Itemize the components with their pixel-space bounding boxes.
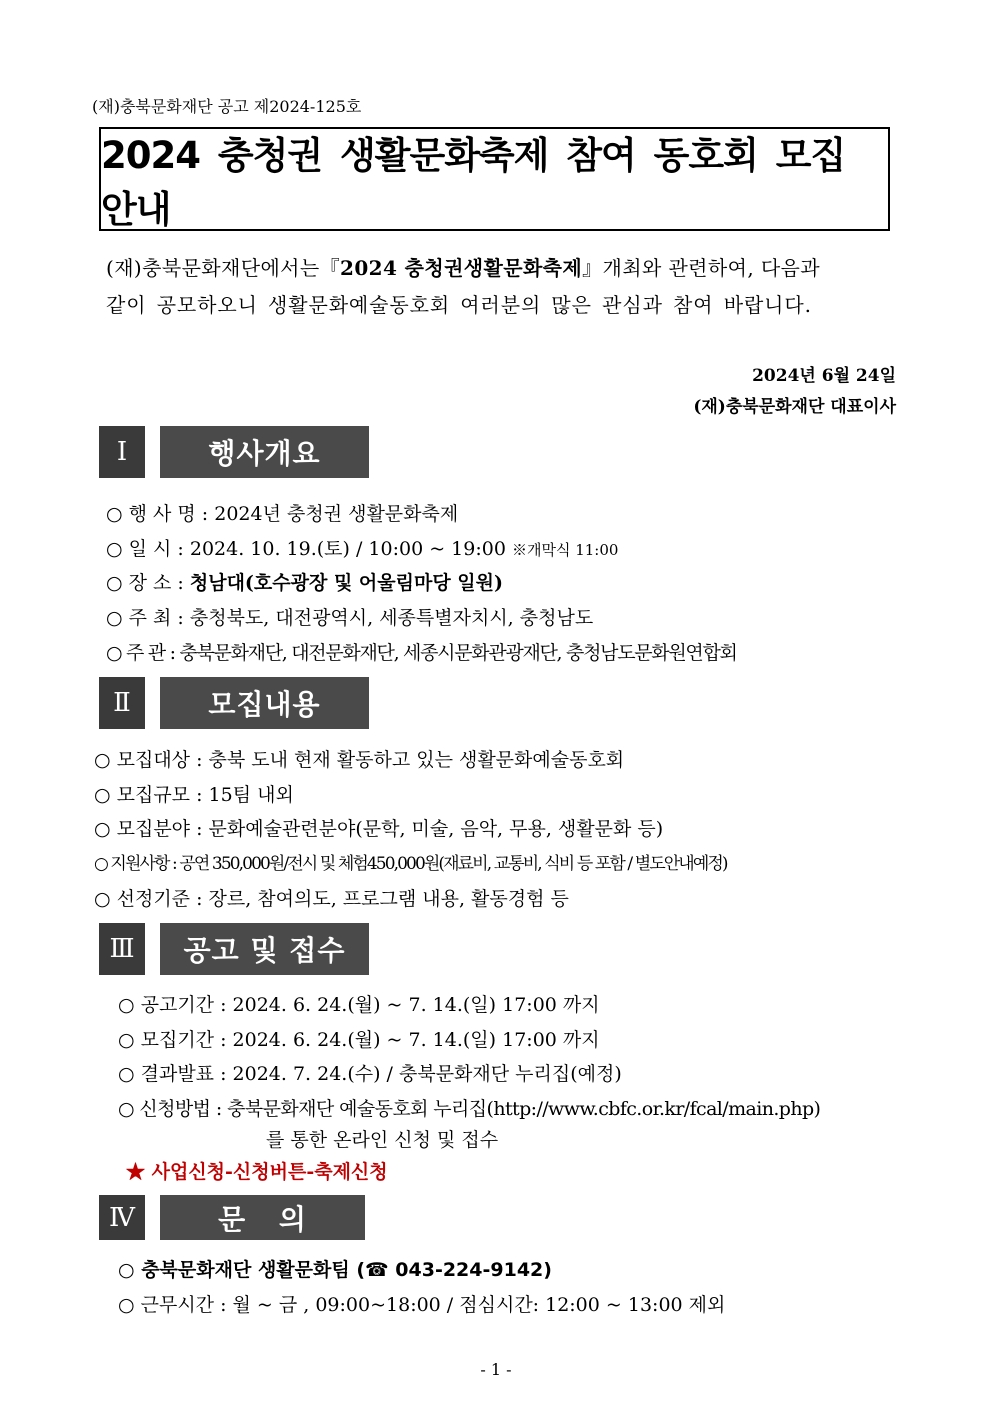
item-value: 2024. 10. 19.(토) / 10:00 ~ 19:00	[189, 538, 512, 560]
intro-line-2: 같이 공모하오니 생활문화예술동호회 여러분의 많은 관심과 참여 바랍니다.	[106, 293, 812, 317]
item-label: ○ 장 소 :	[106, 572, 190, 594]
item-label: ○ 근무시간 :	[118, 1294, 233, 1316]
item-label: ○ 일 시 :	[106, 538, 190, 560]
item-value: 장르, 참여의도, 프로그램 내용, 활동경험 등	[208, 888, 569, 910]
item-value: 2024년 충청권 생활문화축제	[214, 503, 459, 525]
item-value: 공연 350,000원/전시 및 체험450,000원(재료비, 교통비, 식비 등 포함 / 별도안내예정)	[179, 854, 727, 874]
intro-text: 』개최와 관련하여, 다음과	[582, 256, 820, 280]
list-item	[118, 1255, 552, 1282]
item-label: ○ 주 관 :	[106, 642, 180, 664]
page-number: - 1 -	[480, 1360, 512, 1379]
list-item	[94, 814, 663, 841]
item-value: 2024. 6. 24.(월) ~ 7. 14.(일) 17:00 까지	[232, 1029, 600, 1051]
list-item	[94, 745, 624, 772]
item-label: ○ 지원사항 :	[94, 854, 180, 874]
item-value: 청남대(호수광장 및 어울림마당 일원)	[189, 572, 503, 594]
item-value: 충북문화재단 예술동호회 누리집(http://www.cbfc.or.kr/fcal/main.php)	[227, 1098, 821, 1120]
item-label: ○ 주 최 :	[106, 607, 190, 629]
announcement-date: 2024년 6월 24일	[752, 366, 896, 386]
item-label: ○ 모집대상 :	[94, 749, 209, 771]
item-label: ○ 선정기준 :	[94, 888, 209, 910]
list-item-continuation: 를 통한 온라인 신청 및 접수	[266, 1129, 499, 1151]
list-item	[118, 1094, 820, 1121]
item-value: 2024. 6. 24.(월) ~ 7. 14.(일) 17:00 까지	[232, 994, 600, 1016]
section-title: 모집내용	[160, 677, 369, 729]
item-label: ○	[118, 1259, 142, 1281]
section-title: 문 의	[160, 1195, 365, 1240]
item-label: ○ 공고기간 :	[118, 994, 233, 1016]
issuer: (재)충북문화재단 대표이사	[693, 397, 896, 417]
section-number: Ⅱ	[99, 677, 145, 729]
item-value: 15팀 내외	[208, 784, 294, 806]
list-item	[106, 603, 593, 630]
page-title: 2024 충청권 생활문화축제 참여 동호회 모집 안내	[101, 134, 846, 231]
section-number: Ⅰ	[99, 426, 145, 478]
item-label: ○ 모집분야 :	[94, 818, 209, 840]
notice-number: (재)충북문화재단 공고 제2024-125호	[92, 97, 362, 116]
item-label: ○ 결과발표 :	[118, 1063, 233, 1085]
list-item	[106, 638, 737, 665]
festival-name: 2024 충청권생활문화축제	[340, 256, 583, 280]
item-label: ○ 신청방법 :	[118, 1098, 228, 1120]
list-item	[106, 534, 618, 561]
item-label: ○ 모집규모 :	[94, 784, 209, 806]
item-label: ○ 행 사 명 :	[106, 503, 215, 525]
item-note: ※개막식 11:00	[511, 541, 619, 559]
item-label: ○ 모집기간 :	[118, 1029, 233, 1051]
section-title: 공고 및 접수	[160, 923, 369, 975]
intro-line-1	[106, 252, 820, 281]
item-value: 월 ~ 금 , 09:00~18:00 / 점심시간: 12:00 ~ 13:00 제외	[232, 1294, 726, 1316]
item-value: 충북 도내 현재 활동하고 있는 생활문화예술동호회	[208, 749, 625, 771]
list-item	[94, 780, 294, 807]
list-item	[106, 568, 503, 595]
list-item	[118, 990, 600, 1017]
list-item	[118, 1025, 600, 1052]
item-value: 충청북도, 대전광역시, 세종특별자치시, 충청남도	[189, 607, 594, 629]
item-value: 2024. 7. 24.(수) / 충북문화재단 누리집(예정)	[232, 1063, 622, 1085]
list-item	[106, 499, 458, 526]
highlight-note: ★ 사업신청-신청버튼-축제신청	[126, 1161, 388, 1183]
section-number: Ⅲ	[99, 923, 145, 975]
contact-info: 충북문화재단 생활문화팀 (☎ 043-224-9142)	[141, 1259, 552, 1281]
item-value: 충북문화재단, 대전문화재단, 세종시문화관광재단, 충청남도문화원연합회	[179, 642, 737, 664]
list-item	[118, 1290, 725, 1317]
list-item	[94, 849, 727, 874]
intro-text: (재)충북문화재단에서는『	[106, 256, 341, 280]
section-title: 행사개요	[160, 426, 369, 478]
item-value: 문화예술관련분야(문학, 미술, 음악, 무용, 생활문화 등)	[208, 818, 664, 840]
list-item	[118, 1059, 622, 1086]
title-box	[99, 127, 890, 231]
list-item	[94, 884, 569, 911]
section-number: Ⅳ	[99, 1195, 145, 1240]
